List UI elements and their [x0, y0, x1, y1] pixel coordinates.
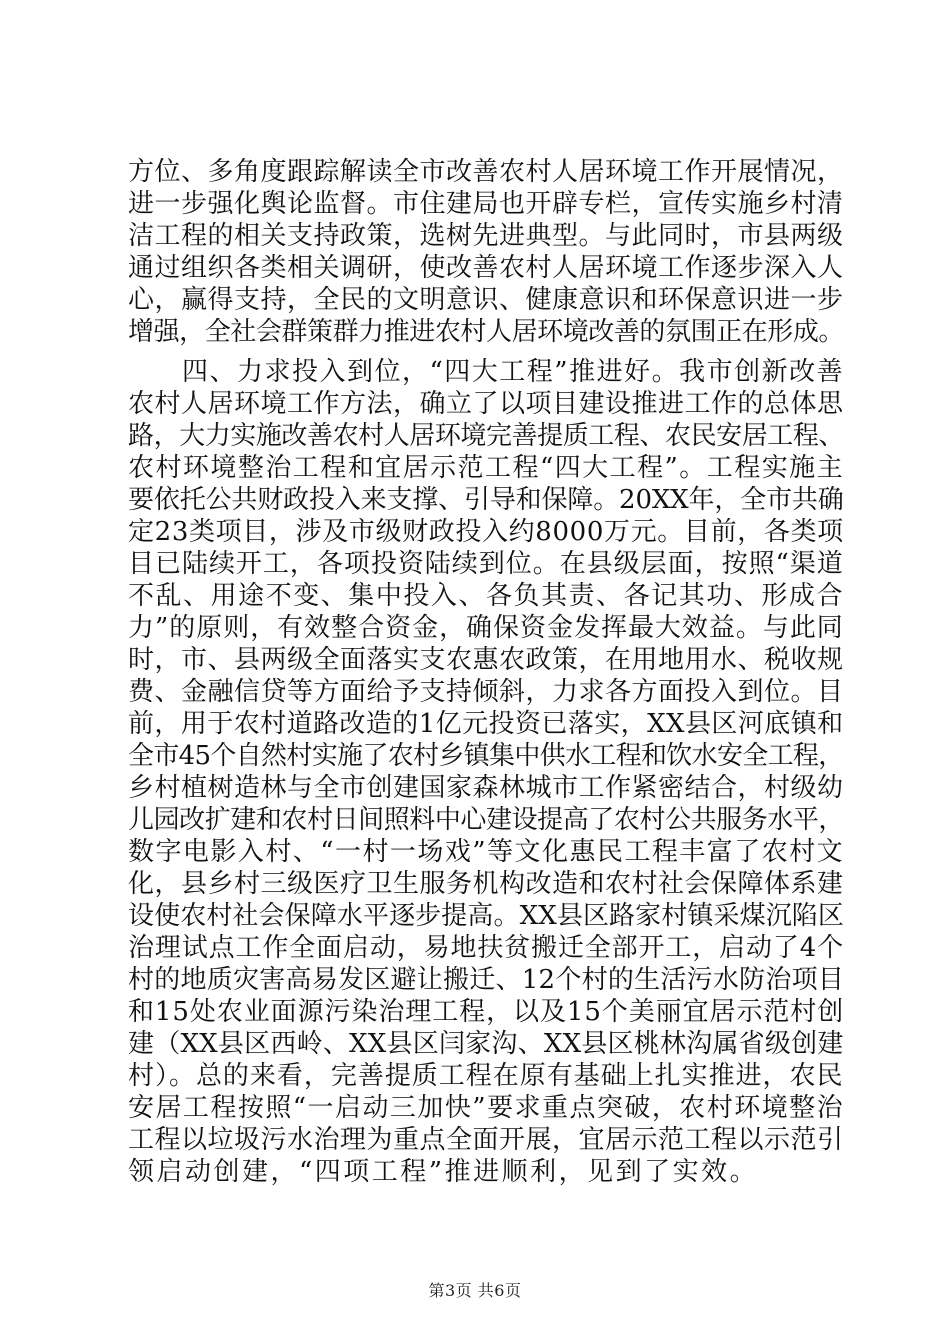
- text-line: 目已陆续开工，各项投资陆续到位。在县级层面，按照“渠道: [128, 549, 844, 579]
- text-line: 定23类项目，涉及市级财政投入约8000万元。目前，各类项: [128, 517, 844, 547]
- text-line: 全市45个自然村实施了农村乡镇集中供水工程和饮水安全工程，: [128, 741, 844, 771]
- text-line: 农村环境整治工程和宜居示范工程“四大工程”。工程实施主: [128, 453, 845, 483]
- text-line: 儿园改扩建和农村日间照料中心建设提高了农村公共服务水平，: [128, 805, 845, 835]
- text-line: 安居工程按照“一启动三加快”要求重点突破，农村环境整治: [128, 1093, 845, 1123]
- paragraph-four-major-projects: [128, 356, 844, 1188]
- text-line: 心，赢得支持，全民的文明意识、健康意识和环保意识进一步: [128, 285, 844, 315]
- text-line: 洁工程的相关支持政策，选树先进典型。与此同时，市县两级: [128, 221, 844, 251]
- text-line: 治理试点工作全面启动，易地扶贫搬迁全部开工，启动了4个: [128, 933, 845, 963]
- text-line: 数字电影入村、“一村一场戏”等文化惠民工程丰富了农村文: [128, 837, 845, 867]
- text-line: 通过组织各类相关调研，使改善农村人居环境工作逐步深入人: [128, 253, 844, 283]
- paragraph-media-supervision: [128, 156, 844, 348]
- text-line: 村的地质灾害高易发区避让搬迁、12个村的生活污水防治项目: [128, 965, 845, 995]
- text-line: 方位、多角度跟踪解读全市改善农村人居环境工作开展情况，: [128, 157, 844, 187]
- text-line: 进一步强化舆论监督。市住建局也开辟专栏，宣传实施乡村清: [128, 189, 844, 219]
- text-line: 增强，全社会群策群力推进农村人居环境改善的氛围正在形成。: [128, 317, 845, 347]
- text-line: 乡村植树造林与全市创建国家森林城市工作紧密结合，村级幼: [128, 773, 844, 803]
- text-line: 费、金融信贷等方面给予支持倾斜，力求各方面投入到位。目: [128, 677, 844, 707]
- text-line: 和15处农业面源污染治理工程，以及15个美丽宜居示范村创: [128, 997, 845, 1027]
- text-line: 不乱、用途不变、集中投入、各负其责、各记其功、形成合: [128, 581, 845, 611]
- text-line: 设使农村社会保障水平逐步提高。XX县区路家村镇采煤沉陷区: [128, 901, 845, 931]
- text-line: 路，大力实施改善农村人居环境完善提质工程、农民安居工程、: [128, 421, 845, 451]
- text-line: 前，用于农村道路改造的1亿元投资已落实，XX县区河底镇和: [128, 709, 844, 739]
- text-line: 化，县乡村三级医疗卫生服务机构改造和农村社会保障体系建: [128, 869, 844, 899]
- text-line: 建（XX县区西岭、XX县区闫家沟、XX县区桃林沟属省级创建: [128, 1029, 844, 1059]
- text-line-heading: 四、力求投入到位，“四大工程”推进好。我市创新改善: [182, 357, 845, 387]
- text-line: 村）。总的来看，完善提质工程在原有基础上扎实推进，农民: [128, 1061, 844, 1091]
- text-line: 领启动创建，“四项工程”推进顺利，见到了实效。: [128, 1157, 759, 1187]
- text-line: 力”的原则，有效整合资金，确保资金发挥最大效益。与此同: [128, 613, 844, 643]
- text-line: 时，市、县两级全面落实支农惠农政策，在用地用水、税收规: [128, 645, 844, 675]
- text-line: 要依托公共财政投入来支撑、引导和保障。20XX年，全市共确: [128, 485, 844, 515]
- text-line: 农村人居环境工作方法，确立了以项目建设推进工作的总体思: [128, 389, 844, 419]
- page-number-footer: 第3页 共6页: [428, 1281, 522, 1300]
- text-line: 工程以垃圾污水治理为重点全面开展，宜居示范工程以示范引: [128, 1125, 844, 1155]
